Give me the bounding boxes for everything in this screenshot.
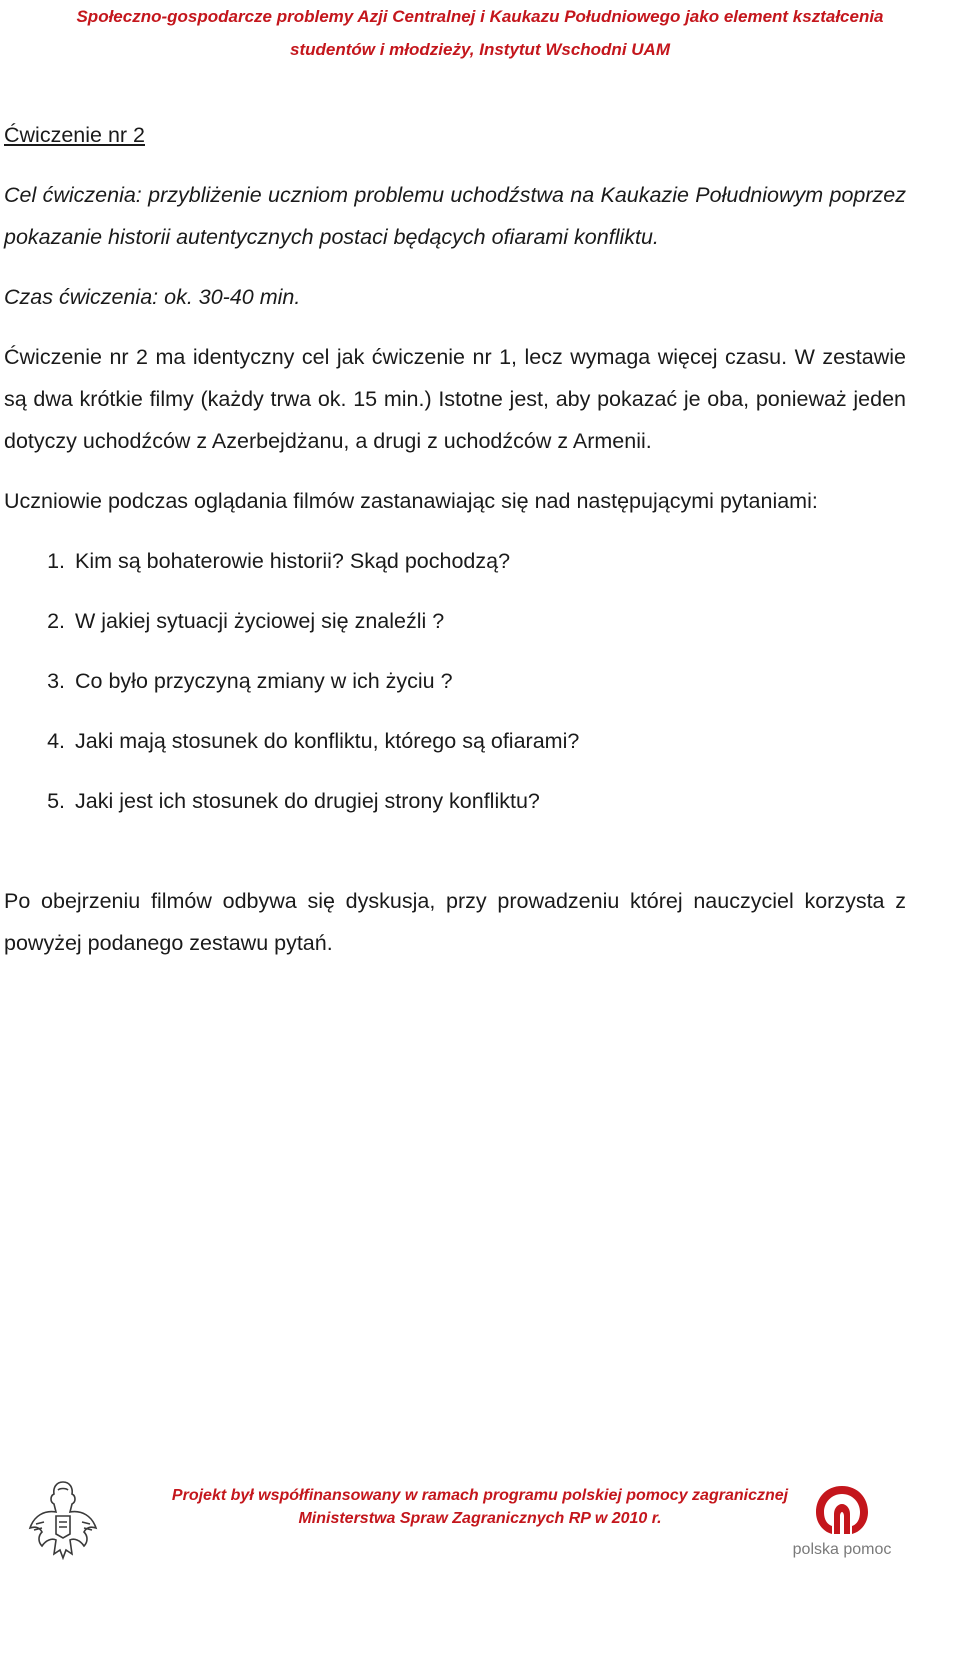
- closing-paragraph: Po obejrzeniu filmów odbywa się dyskusja, przy prowadzeniu której nauczyciel korzysta z powyżej podanego zestawu pytań.: [4, 889, 906, 955]
- logo-text: polska pomoc: [792, 1541, 892, 1558]
- question-list: [4, 540, 906, 822]
- exercise-goal: Cel ćwiczenia: przybliżenie uczniom problemu uchodźstwa na Kaukazie Południowym poprzez pokazanie historii autentycznych postaci będących ofiarami konfliktu.: [4, 183, 906, 249]
- footer-funding-note: [130, 1484, 830, 1530]
- header-line-1: Społeczno-gospodarcze problemy Azji Centralnej i Kaukazu Południowego jako element kształcenia: [76, 7, 884, 26]
- question-text: W jakiej sytuacji życiowej się znaleźli ?: [75, 609, 445, 633]
- exercise-description: Ćwiczenie nr 2 ma identyczny cel jak ćwiczenie nr 1, lecz wymaga więcej czasu. W zestawie są dwa krótkie filmy (każdy trwa ok. 15 min.) Istotne jest, aby pokazać je oba, ponieważ jeden dotyczy uchodźców z Azerbejdżanu, a drugi z uchodźców z Armenii.: [4, 345, 906, 453]
- exercise-title: Ćwiczenie nr 2: [4, 123, 145, 147]
- footer-line-2: Ministerstwa Spraw Zagranicznych RP w 2010 r.: [298, 1510, 662, 1527]
- question-number: 2.: [47, 609, 65, 633]
- question-number: 3.: [47, 669, 65, 693]
- exercise-time: Czas ćwiczenia: ok. 30-40 min.: [4, 285, 301, 309]
- list-item: [4, 540, 906, 582]
- list-item: [4, 660, 906, 702]
- footer-line-1: Projekt był współfinansowany w ramach programu polskiej pomocy zagranicznej: [171, 1487, 789, 1504]
- question-number: 5.: [47, 789, 65, 813]
- question-text: Co było przyczyną zmiany w ich życiu ?: [75, 669, 453, 693]
- question-number: 4.: [47, 729, 65, 753]
- list-item: [4, 720, 906, 762]
- eagle-emblem-icon: [26, 1476, 100, 1560]
- page-header: [0, 0, 960, 66]
- question-number: 1.: [47, 549, 65, 573]
- polska-pomoc-logo-icon: [810, 1482, 874, 1538]
- questions-intro: Uczniowie podczas oglądania filmów zastanawiając się nad następującymi pytaniami:: [4, 489, 818, 513]
- polska-pomoc-logo: [790, 1482, 894, 1562]
- list-item: [4, 780, 906, 822]
- document-body: [4, 114, 906, 964]
- header-line-2: studentów i młodzieży, Instytut Wschodni UAM: [290, 40, 670, 59]
- list-item: [4, 600, 906, 642]
- question-text: Jaki mają stosunek do konfliktu, którego są ofiarami?: [75, 729, 580, 753]
- question-text: Kim są bohaterowie historii? Skąd pochodzą?: [75, 549, 511, 573]
- question-text: Jaki jest ich stosunek do drugiej strony konfliktu?: [75, 789, 540, 813]
